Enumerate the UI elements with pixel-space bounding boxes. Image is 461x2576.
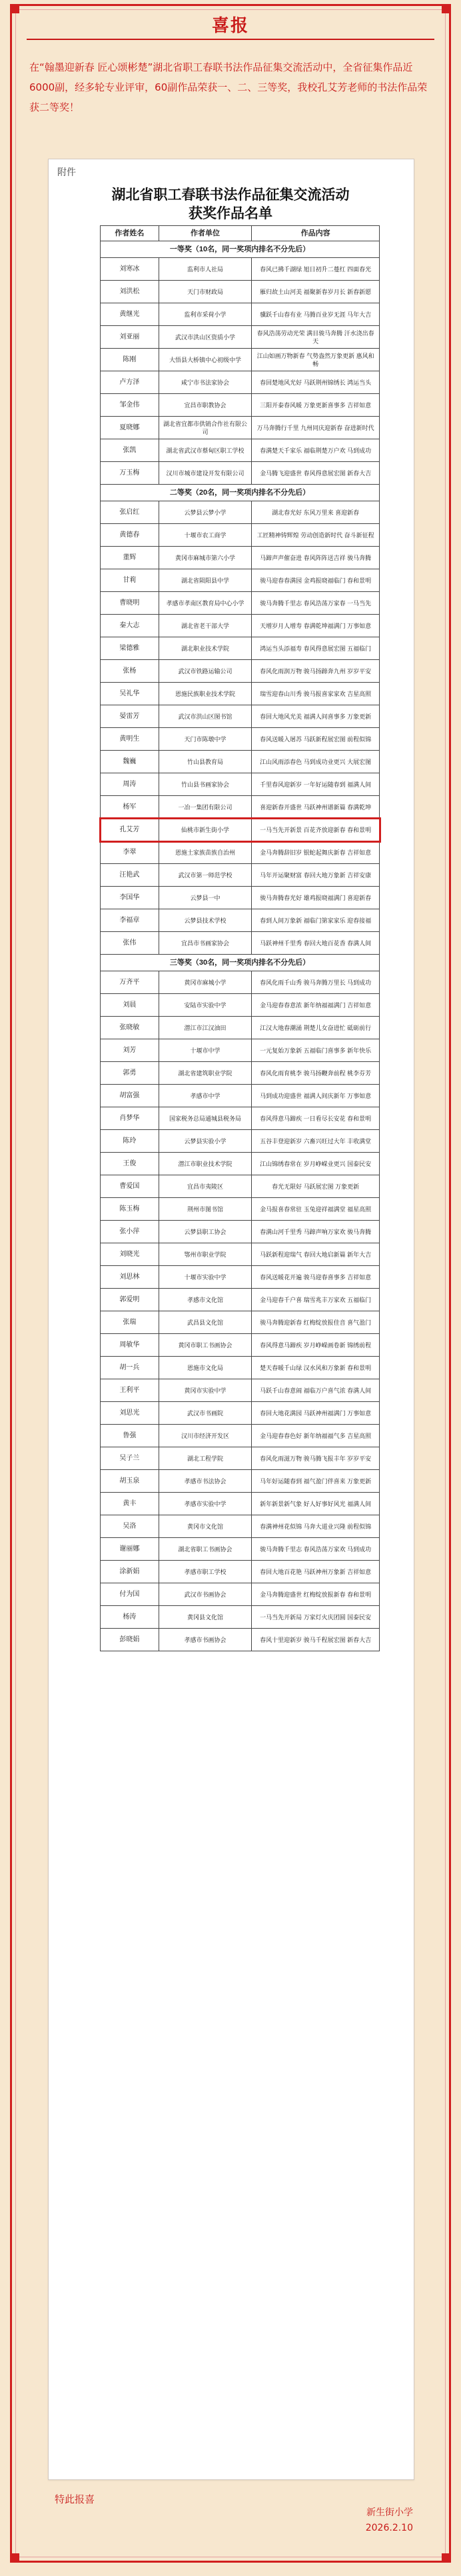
author-name: 肖梦华: [101, 1107, 159, 1130]
author-unit: 云梦县一中: [159, 887, 252, 909]
work-content: 金马迎春春意浓 新年纳福福满门 吉祥如意: [252, 994, 380, 1017]
author-unit: 十堰市实验中学: [159, 1266, 252, 1289]
author-name: 王俊: [101, 1153, 159, 1175]
work-content: 春风已拂千湖绿 旭日初升二蔓红 四面春光: [252, 258, 380, 281]
footer-announcement: 特此报喜: [55, 2493, 95, 2505]
author-unit: 湖北省宜都市供销合作社有限公司: [159, 417, 252, 439]
footer-date: 2026.2.10: [365, 2523, 413, 2533]
author-name: 杨涛: [101, 1606, 159, 1629]
author-unit: 十堰市中学: [159, 1039, 252, 1062]
work-content: 春风送暖入屠苏 马跃新程展宏图 前程似锦: [252, 728, 380, 751]
author-name: 杨军: [101, 796, 159, 819]
author-name: 邹金伟: [101, 394, 159, 417]
footer-signature: 新生街小学: [366, 2507, 413, 2518]
document-title: 湖北省职工春联书法作品征集交流活动: [111, 187, 350, 203]
table-row: [101, 1243, 380, 1266]
author-unit: 汉川市经济开发区: [159, 1425, 252, 1447]
table-row: [101, 1039, 380, 1062]
table-row: [101, 258, 380, 281]
author-name: 黄明生: [101, 728, 159, 751]
author-name: 李福章: [101, 909, 159, 932]
work-content: 工匠精神铸辉煌 劳动创造新时代 奋斗新征程: [252, 524, 380, 547]
table-row: [101, 1493, 380, 1515]
author-name: 陈玲: [101, 1130, 159, 1153]
author-unit: 潜江市职业技术学院: [159, 1153, 252, 1175]
author-unit: 孝感市中学: [159, 1085, 252, 1107]
author-name: 张杨: [101, 660, 159, 683]
table-row: [101, 1153, 380, 1175]
table-row: [101, 524, 380, 547]
author-name: 张凯: [101, 439, 159, 462]
author-name: 张小萍: [101, 1221, 159, 1243]
author-name: 胡一兵: [101, 1357, 159, 1379]
author-unit: 黄冈市麻城小学: [159, 971, 252, 994]
author-unit: 宜昌市职教协会: [159, 394, 252, 417]
author-name: 张瑞: [101, 1311, 159, 1334]
table-row: [101, 796, 380, 819]
intro-paragraph: 在“翰墨迎新春 匠心颂彬楚”湖北省职工春联书法作品征集交流活动中，全省征集作品近6000副，经多轮专业评审，60副作品荣获一、二、三等奖，我校孔艾芳老师的书法作品荣获二等奖！: [29, 61, 428, 113]
corner-ornament: [442, 2553, 451, 2563]
author-name: 刘亚丽: [101, 326, 159, 349]
author-unit: 武汉市洪山区资质小学: [159, 326, 252, 349]
table-row: [101, 462, 380, 485]
work-content: 金马迎春春色好 新年纳福福气多 吉星高照: [252, 1425, 380, 1447]
table-header-row: [101, 226, 380, 241]
author-unit: 孝感市职工学校: [159, 1561, 252, 1583]
table-row: [101, 303, 380, 326]
work-content: 春满神州花似锦 马奔大道业兴隆 前程似锦: [252, 1515, 380, 1538]
work-content: 楚天春暖千山绿 汉水风和万象新 春和景明: [252, 1357, 380, 1379]
author-name: 夏晓娜: [101, 417, 159, 439]
author-unit: 汉川市城市建设开发有限公司: [159, 462, 252, 485]
table-row: [101, 1266, 380, 1289]
author-name: 胡玉泉: [101, 1470, 159, 1493]
author-name: 孔艾芳: [101, 819, 159, 841]
table-row: [101, 1062, 380, 1085]
author-name: 吴礼华: [101, 683, 159, 705]
table-row: [101, 705, 380, 728]
author-name: 卢方泽: [101, 371, 159, 394]
section-label: 三等奖（30名，同一奖项内排名不分先后）: [101, 955, 380, 971]
work-content: 湖北春光好 东风万里来 喜迎新春: [252, 501, 380, 524]
work-content: 瑞雪迎春山川秀 骏马报喜家家欢 吉星高照: [252, 683, 380, 705]
author-unit: 恩施市文化局: [159, 1357, 252, 1379]
author-name: 刘晨: [101, 994, 159, 1017]
author-name: 刘晓光: [101, 1243, 159, 1266]
work-content: 春风化雨润万物 骏马扬蹄奔九州 岁岁平安: [252, 660, 380, 683]
title-divider: [27, 39, 434, 40]
author-name: 万齐平: [101, 971, 159, 994]
table-row: [101, 371, 380, 394]
author-unit: 竹山县书画家协会: [159, 773, 252, 796]
author-unit: 武汉市铁路运输公司: [159, 660, 252, 683]
section-label: 一等奖（10名，同一奖项内排名不分先后）: [101, 241, 380, 258]
table-row: [101, 994, 380, 1017]
table-row: [101, 592, 380, 615]
author-unit: 湖北省建筑职业学院: [159, 1062, 252, 1085]
author-unit: 孝感市实验中学: [159, 1493, 252, 1515]
column-header: 作者姓名: [101, 226, 159, 241]
work-content: 江山如画万物新春 气势盎然万象更新 惠风和畅: [252, 349, 380, 371]
work-content: 金马腾飞迎盛世 春风得意展宏图 新春大吉: [252, 462, 380, 485]
corner-ornament: [10, 2553, 19, 2563]
author-unit: 天门市财政局: [159, 281, 252, 303]
table-row: [101, 1198, 380, 1221]
table-row: [101, 660, 380, 683]
author-name: 刘寒冰: [101, 258, 159, 281]
table-row: [101, 909, 380, 932]
work-content: 春光无限好 马跃展宏图 万象更新: [252, 1175, 380, 1198]
award-section-header: [101, 241, 380, 258]
author-unit: 湖北工程学院: [159, 1447, 252, 1470]
table-row: [101, 439, 380, 462]
work-content: 三阳开泰春风暖 万象更新喜事多 吉祥如意: [252, 394, 380, 417]
table-row: [101, 615, 380, 637]
work-content: 骏马奔腾千里志 春风浩荡万家欢 马到成功: [252, 1538, 380, 1561]
work-content: 金马奔腾辞旧岁 银蛇起舞庆新春 吉祥如意: [252, 841, 380, 864]
author-name: 鲁强: [101, 1425, 159, 1447]
author-unit: 十堰市农工商学: [159, 524, 252, 547]
attachment-label: 附件: [57, 167, 76, 177]
work-content: 马跃新程迎瑞气 春回大地启新篇 新年大吉: [252, 1243, 380, 1266]
column-header: 作者单位: [159, 226, 252, 241]
work-content: 骏马迎春春满园 金鸡报晓福临门 春和景明: [252, 569, 380, 592]
author-name: 吴洛: [101, 1515, 159, 1538]
author-unit: 黄冈市职工书画协会: [159, 1334, 252, 1357]
author-unit: 鄂州市职业学院: [159, 1243, 252, 1266]
work-content: 春风得意马蹄疾 岁月峥嵘画卷新 锦绣前程: [252, 1334, 380, 1357]
award-section-header: [101, 485, 380, 501]
table-row: [101, 417, 380, 439]
work-content: 马蹄声声催奋进 春风阵阵送吉祥 骏马奔腾: [252, 547, 380, 569]
author-unit: 仙桃市新生街小学: [159, 819, 252, 841]
author-unit: 孝感市孝南区教育局中心小学: [159, 592, 252, 615]
work-content: 骏马奔腾春光好 雄鸡报晓福满门 喜迎新春: [252, 887, 380, 909]
author-unit: 湖北省陨阳县中学: [159, 569, 252, 592]
work-content: 江汉大地春潮涌 荆楚儿女奋进忙 砥砺前行: [252, 1017, 380, 1039]
author-name: 王利平: [101, 1379, 159, 1402]
author-unit: 安陆市实验中学: [159, 994, 252, 1017]
work-content: 金马迎春千户喜 瑞雪兆丰万家欢 五福临门: [252, 1289, 380, 1311]
work-content: 春回大地风光美 福满人间喜事多 万象更新: [252, 705, 380, 728]
work-content: 一马当先开新局 万家灯火庆团圆 国泰民安: [252, 1606, 380, 1629]
work-content: 春风浩荡劳动光荣 满目骏马奔腾 汗水浇出春天: [252, 326, 380, 349]
award-table: [100, 225, 380, 1651]
work-content: 喜迎新春开盛世 马跃神州谱新篇 春满乾坤: [252, 796, 380, 819]
work-content: 金马奔腾迎盛世 红梅绽放报新春 春和景明: [252, 1583, 380, 1606]
table-row: [101, 394, 380, 417]
author-unit: 湖北省老干部大学: [159, 615, 252, 637]
work-content: 江山锦绣春常在 岁月峥嵘业更兴 国泰民安: [252, 1153, 380, 1175]
author-unit: 湖北省职工书画协会: [159, 1538, 252, 1561]
author-unit: 武汉市洪山区图书馆: [159, 705, 252, 728]
work-content: 马年好运随春到 福气盈门伴喜来 万象更新: [252, 1470, 380, 1493]
table-row: [101, 1470, 380, 1493]
table-row: [101, 1629, 380, 1651]
table-row: [101, 683, 380, 705]
author-name: 张伟: [101, 932, 159, 955]
author-name: 吴子兰: [101, 1447, 159, 1470]
table-row: [101, 1017, 380, 1039]
author-unit: 黄冈市文化馆: [159, 1515, 252, 1538]
table-row: [101, 1130, 380, 1153]
work-content: 春风化雨千山秀 骏马奔腾万里长 马到成功: [252, 971, 380, 994]
author-unit: 武昌县文化馆: [159, 1311, 252, 1334]
work-content: 春风得意马蹄疾 一日看尽长安花 春和景明: [252, 1107, 380, 1130]
table-row: [101, 1379, 380, 1402]
work-content: 马跃神州千里秀 春回大地百花香 春满人间: [252, 932, 380, 955]
author-name: 董辉: [101, 547, 159, 569]
author-name: 刘芳: [101, 1039, 159, 1062]
author-name: 陈刚: [101, 349, 159, 371]
work-content: 一马当先开新景 百花齐放迎新春 春和景明: [252, 819, 380, 841]
work-content: 金马报喜春常驻 玉兔迎祥福满堂 福星高照: [252, 1198, 380, 1221]
table-row: [101, 349, 380, 371]
author-unit: 云梦县职工协会: [159, 1221, 252, 1243]
table-row: [101, 1107, 380, 1130]
author-name: 付为国: [101, 1583, 159, 1606]
table-row: [101, 751, 380, 773]
table-row: [101, 1583, 380, 1606]
author-name: 秦大志: [101, 615, 159, 637]
table-row: [101, 547, 380, 569]
work-content: 马跃千山春意闹 福临万户喜气浓 春满人间: [252, 1379, 380, 1402]
author-unit: 武汉市书画院: [159, 1402, 252, 1425]
work-content: 万马奔腾行千里 九州同庆迎新春 奋进新时代: [252, 417, 380, 439]
author-unit: 荆州市图书馆: [159, 1198, 252, 1221]
work-content: 鸿运当头添福寿 春风得意展宏图 五福临门: [252, 637, 380, 660]
author-name: 万玉梅: [101, 462, 159, 485]
page-title: 喜报: [211, 16, 249, 36]
author-name: 郭勇: [101, 1062, 159, 1085]
author-unit: 孝感市文化馆: [159, 1289, 252, 1311]
author-unit: 湖北省武汉市蔡甸区职工学校: [159, 439, 252, 462]
author-unit: 黄冈县文化馆: [159, 1606, 252, 1629]
author-name: 黄丰: [101, 1493, 159, 1515]
work-content: 春风化雨育桃李 骏马扬鞭奔前程 桃李芬芳: [252, 1062, 380, 1085]
table-row: [101, 281, 380, 303]
author-name: 李国华: [101, 887, 159, 909]
author-name: 刘思光: [101, 1402, 159, 1425]
work-content: 春风送暖花开遍 骏马迎春喜事多 吉祥如意: [252, 1266, 380, 1289]
work-content: 骏马奔腾迎新春 红梅绽放报佳音 喜气盈门: [252, 1311, 380, 1334]
work-content: 天增岁月人增寿 春满乾坤福满门 万事如意: [252, 615, 380, 637]
author-unit: 咸宁市书法家协会: [159, 371, 252, 394]
author-name: 梁德雅: [101, 637, 159, 660]
table-row: [101, 841, 380, 864]
author-name: 彭晓娟: [101, 1629, 159, 1651]
author-unit: 大悟县大桥镇中心初级中学: [159, 349, 252, 371]
work-content: 骥跃千山春有业 马腾百业岁无涯 马年大吉: [252, 303, 380, 326]
table-row: [101, 773, 380, 796]
work-content: 春满楚天千家乐 福临荆楚万户欢 马到成功: [252, 439, 380, 462]
author-unit: 孝感市书画协会: [159, 1629, 252, 1651]
author-unit: 黄冈市麻城市第六小学: [159, 547, 252, 569]
work-content: 春风十里迎新岁 骏马千程展宏图 新春大吉: [252, 1629, 380, 1651]
author-unit: 湖北职业技术学院: [159, 637, 252, 660]
work-content: 马到成功迎盛世 福满人间庆新年 万事如意: [252, 1085, 380, 1107]
author-unit: 国家税务总局通城县税务局: [159, 1107, 252, 1130]
author-unit: 黄冈市实验中学: [159, 1379, 252, 1402]
table-row: [101, 887, 380, 909]
table-row: [101, 569, 380, 592]
work-content: 春风化雨滋万物 骏马腾飞报丰年 岁岁平安: [252, 1447, 380, 1470]
author-unit: 武汉市书画协会: [159, 1583, 252, 1606]
author-unit: 监利市采荷小学: [159, 303, 252, 326]
author-unit: 监利市人社局: [159, 258, 252, 281]
author-name: 谢丽娜: [101, 1538, 159, 1561]
author-name: 李翠: [101, 841, 159, 864]
table-row: [101, 819, 380, 841]
author-unit: 恩施民族职业技术学院: [159, 683, 252, 705]
table-row: [101, 932, 380, 955]
section-label: 二等奖（20名，同一奖项内排名不分先后）: [101, 485, 380, 501]
table-row: [101, 1538, 380, 1561]
table-row: [101, 1561, 380, 1583]
author-name: 周敏华: [101, 1334, 159, 1357]
table-row: [101, 1311, 380, 1334]
table-row: [101, 1447, 380, 1470]
work-content: 马年开运聚财富 春回大地万象新 吉祥安康: [252, 864, 380, 887]
table-row: [101, 1221, 380, 1243]
author-unit: 孝感市书法协会: [159, 1470, 252, 1493]
author-name: 张启红: [101, 501, 159, 524]
table-row: [101, 501, 380, 524]
author-unit: 竹山县教育局: [159, 751, 252, 773]
author-name: 郭爱明: [101, 1289, 159, 1311]
author-name: 黄德春: [101, 524, 159, 547]
author-name: 刘思林: [101, 1266, 159, 1289]
table-row: [101, 1289, 380, 1311]
author-name: 涂新娟: [101, 1561, 159, 1583]
table-row: [101, 971, 380, 994]
work-content: 一元复始万象新 五福临门喜事多 新年快乐: [252, 1039, 380, 1062]
work-content: 春满山河千里秀 马蹄声响万家欢 骏马奔腾: [252, 1221, 380, 1243]
table-row: [101, 1606, 380, 1629]
table-row: [101, 637, 380, 660]
author-name: 陈玉梅: [101, 1198, 159, 1221]
author-name: 甘莉: [101, 569, 159, 592]
table-row: [101, 1402, 380, 1425]
author-unit: 恩施土家族苗族自治州: [159, 841, 252, 864]
author-unit: 潜江市江汉油田: [159, 1017, 252, 1039]
author-name: 刘洪松: [101, 281, 159, 303]
table-row: [101, 1515, 380, 1538]
table-row: [101, 1357, 380, 1379]
author-unit: 天门市陈墩中学: [159, 728, 252, 751]
work-content: 新年新景新气象 好人好事好风光 福满人间: [252, 1493, 380, 1515]
table-row: [101, 864, 380, 887]
author-unit: 云梦县实验小学: [159, 1130, 252, 1153]
author-unit: 一冶一集团有限公司: [159, 796, 252, 819]
author-name: 黄继光: [101, 303, 159, 326]
award-section-header: [101, 955, 380, 971]
author-name: 胡富强: [101, 1085, 159, 1107]
work-content: 春回大地百花艳 马跃神州万象新 吉祥如意: [252, 1561, 380, 1583]
work-content: 春回大地花满园 马跃神州福满门 万事如意: [252, 1402, 380, 1425]
author-name: 张晓敏: [101, 1017, 159, 1039]
column-header: 作品内容: [252, 226, 380, 241]
table-row: [101, 1425, 380, 1447]
author-unit: 云梦县云梦小学: [159, 501, 252, 524]
author-name: 晏雷芳: [101, 705, 159, 728]
work-content: 千里春风迎新岁 一年好运随春到 福满人间: [252, 773, 380, 796]
document-subtitle: 获奖作品名单: [189, 205, 272, 221]
work-content: 春到人间万象新 福临门第家家乐 迎春接福: [252, 909, 380, 932]
author-unit: 武汉市第一师范学校: [159, 864, 252, 887]
work-content: 骏马奔腾千里志 春风浩荡万家春 一马当先: [252, 592, 380, 615]
work-content: 五谷丰登迎新岁 六畜兴旺过大年 丰收满堂: [252, 1130, 380, 1153]
work-content: 江山风雨添春色 马到成功业更兴 大展宏图: [252, 751, 380, 773]
author-name: 曹晓明: [101, 592, 159, 615]
table-row: [101, 1175, 380, 1198]
table-row: [101, 1085, 380, 1107]
author-unit: 宜昌市书画家协会: [159, 932, 252, 955]
table-row: [101, 326, 380, 349]
author-name: 曹爱国: [101, 1175, 159, 1198]
table-row: [101, 728, 380, 751]
author-unit: 云梦县技术学校: [159, 909, 252, 932]
author-name: 周涛: [101, 773, 159, 796]
author-unit: 宜昌市夷陵区: [159, 1175, 252, 1198]
author-name: 魏巍: [101, 751, 159, 773]
author-name: 汪艳武: [101, 864, 159, 887]
work-content: 春回楚地风光好 马跃荆州锦绣长 鸿运当头: [252, 371, 380, 394]
work-content: 雁归故土山河美 福聚新春岁月长 新春新愿: [252, 281, 380, 303]
table-row: [101, 1334, 380, 1357]
